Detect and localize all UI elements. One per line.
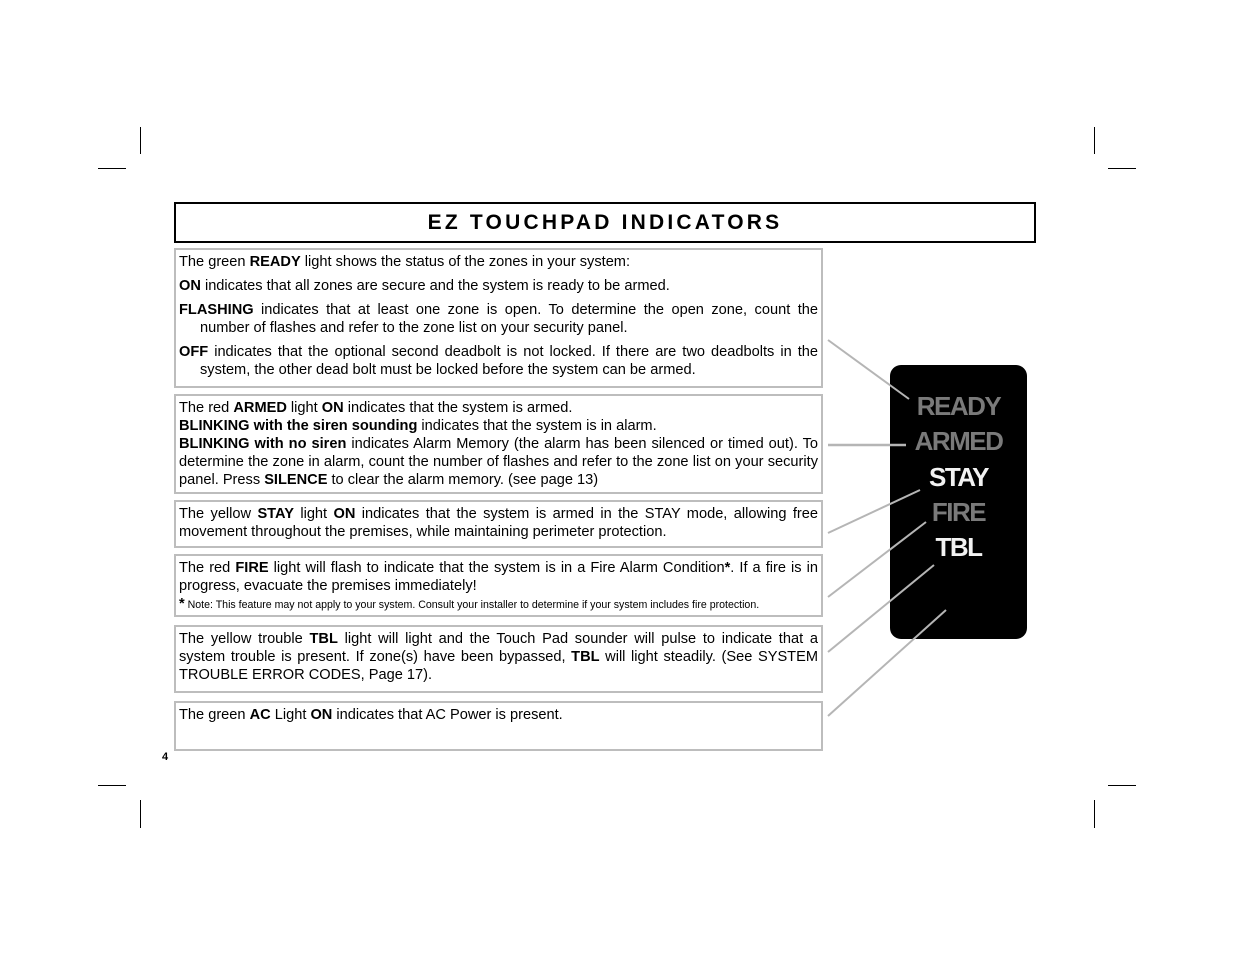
ready-indicator-label: READY [916, 391, 1001, 421]
leader-line-fire [828, 522, 926, 597]
armed-indicator-label: ARMED [914, 426, 1003, 456]
ready-on: ON indicates that all zones are secure and the system is ready to be armed. [179, 278, 670, 294]
stay-text: The yellow STAY light ON indicates that the system is armed in the STAY mode, allowing free movement throughout the premises, while maintaining perimeter protection. [179, 506, 818, 540]
page-number: 4 [162, 751, 169, 763]
armed-on: The red ARMED light ON indicates that the system is armed. [179, 400, 573, 416]
ac-text: The green AC Light ON indicates that AC Power is present. [179, 707, 563, 723]
leader-line-tbl [828, 565, 934, 652]
tbl-text: The yellow trouble TBL light will light and the Touch Pad sounder will pulse to indicate that a system trouble is present. If zone(s) have been bypassed, TBL will light steadily. (See SYSTEM TROUBLE ERROR CODES, Page 17). [179, 631, 818, 683]
armed-blinking-siren: BLINKING with the siren sounding indicates that the system is in alarm. [179, 418, 657, 434]
fire-text: The red FIRE light will flash to indicate that the system is in a Fire Alarm Condition*. If a fire is in progress, evacuate the premises immediately! [179, 560, 818, 594]
fire-note: * Note: This feature may not apply to your system. Consult your installer to determine if your system includes fire protection. [179, 596, 760, 612]
leader-line-ac [828, 610, 946, 716]
leader-line-ready [828, 340, 909, 399]
fire-indicator-label: FIRE [931, 497, 986, 527]
page-title: EZ TOUCHPAD INDICATORS [174, 202, 1036, 243]
stay-indicator-label: STAY [928, 462, 989, 492]
ready-intro: The green READY light shows the status of the zones in your system: [179, 254, 631, 270]
leader-line-stay [828, 490, 920, 533]
tbl-indicator-label: TBL [935, 532, 982, 562]
ready-off: OFF indicates that the optional second deadbolt is not locked. If there are two deadbolts in the system, the other dead bolt must be locked before the system can be armed. [179, 344, 818, 378]
armed-blinking-no-siren: BLINKING with no siren indicates Alarm Memory (the alarm has been silenced or timed out). To determine the zone in alarm, count the number of flashes and refer to the zone list on your security panel. Press SILENCE to clear the alarm memory. (see page 13) [179, 436, 819, 488]
ready-flashing: FLASHING indicates that at least one zone is open. To determine the open zone, count the number of flashes and refer to the zone list on your security panel. [179, 302, 818, 336]
